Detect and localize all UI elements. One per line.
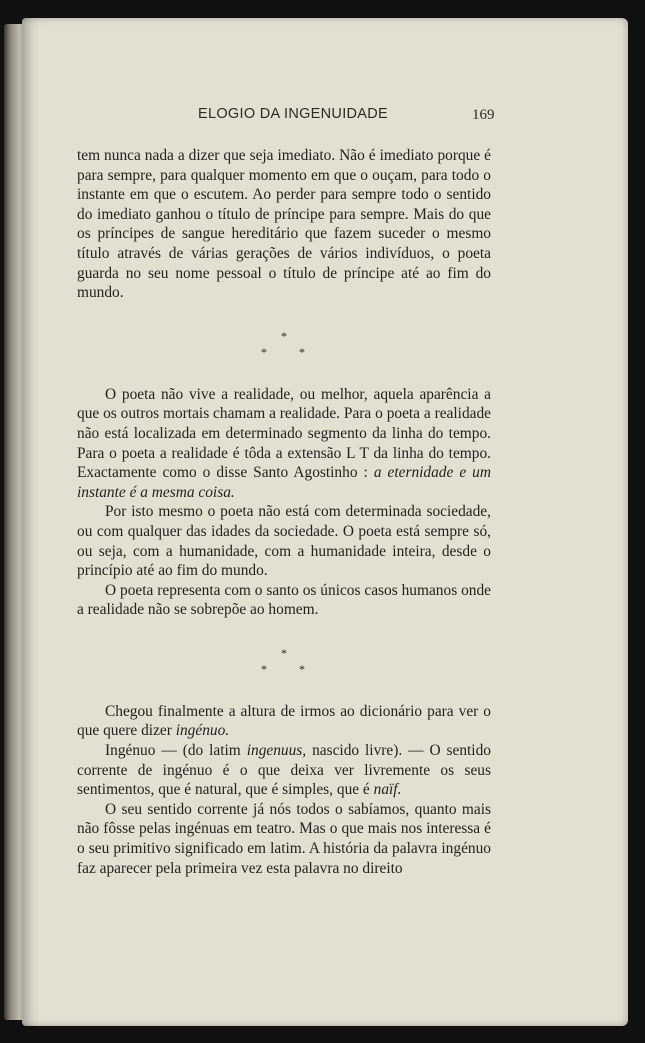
- section-separator: [77, 644, 491, 676]
- separator-star: *: [281, 645, 287, 660]
- paragraph: O seu sentido corrente já nós todos o sabíamos, quanto mais não fôsse pelas ingénuas em teatro. Mas o que mais nos interessa é o seu primitivo significado em latim. A história da palavra ingénuo faz aparecer pela primeira vez esta palavra no direito: [77, 800, 491, 877]
- paragraph-text: O poeta não vive a realidade, ou melhor, aquela aparência a que os outros mortais chamam a realidade. Para o poeta a realidade não está localizada em determinado segmento da linha do tempo. Para o poeta a realidade é tôda a extensão L T da linha do tempo. Exactamente como o disse Santo Agostinho :: [77, 385, 491, 482]
- paragraph: O poeta representa com o santo os únicos casos humanos onde a realidade não se sobrepõe ao homem.: [77, 581, 491, 619]
- italic-quote: a eternidade e um instante é a mesma coisa.: [77, 464, 491, 501]
- paragraph: [77, 741, 491, 800]
- running-head-title: ELOGIO DA INGENUIDADE: [198, 106, 389, 122]
- italic-word: naïf.: [373, 781, 402, 799]
- paragraph-text: Ingénuo — (do latim: [105, 742, 247, 760]
- book-page: [22, 18, 628, 1026]
- italic-word: ingenuus,: [246, 742, 307, 760]
- italic-word: ingénuo.: [175, 722, 230, 740]
- paragraph-continuation: tem nunca nada a dizer que seja imediato. Não é imediato porque é para sempre, para qualquer momento em que o ouçam, para todo o instante em que o escutem. Ao perder para sempre todo o sentido do imediato ganhou o título de príncipe para sempre. Mais do que os príncipes de sangue hereditário que fazem suceder o mesmo título através de várias gerações de vários indivíduos, o poeta guarda no seu nome pessoal o título de príncipe até ao fim do mundo.: [77, 147, 491, 302]
- separator-star: *: [299, 344, 305, 359]
- separator-star: *: [281, 328, 287, 343]
- paragraph-text: Chegou finalmente a altura de irmos ao dicionário para ver o que quere dizer: [77, 702, 491, 740]
- page-header: [22, 106, 628, 126]
- separator-star: *: [261, 661, 267, 676]
- paragraph: Por isto mesmo o poeta não está com determinada sociedade, ou com qualquer das idades da sociedade. O poeta está sempre só, ou seja, com a humanidade, com a humanidade inteira, desde o princípio até ao fim do mundo.: [77, 503, 491, 580]
- page-body: [77, 146, 491, 878]
- separator-star: *: [261, 344, 267, 359]
- section-separator: [77, 327, 491, 359]
- paragraph: [77, 702, 491, 741]
- separator-star: *: [299, 661, 305, 676]
- paragraph: [77, 385, 491, 503]
- page-number: 169: [472, 107, 495, 123]
- paragraph-text: nascido livre). — O sentido corrente de ingénuo é o que deixa ver livremente os seus sentimentos, que é natural, que é simples, que é: [77, 742, 491, 799]
